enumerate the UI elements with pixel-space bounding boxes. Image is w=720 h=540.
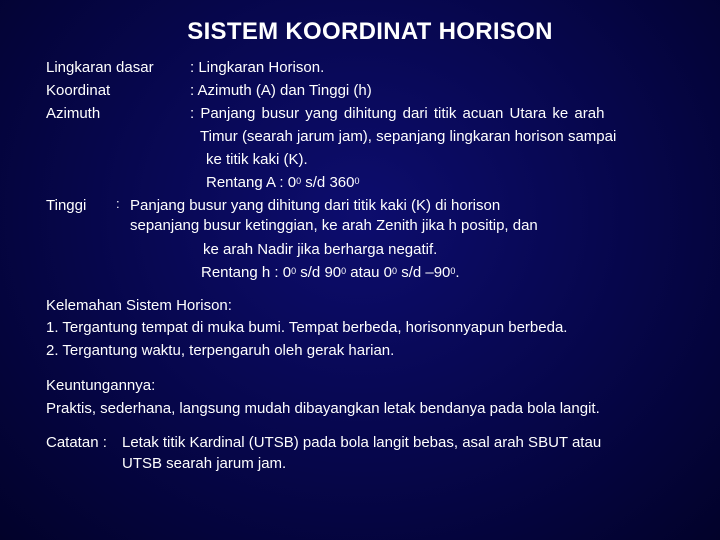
term-lingkaran-dasar: Lingkaran dasar	[46, 59, 154, 76]
term-tinggi: Tinggi	[46, 197, 87, 214]
azimuth-line-3: ke titik kaki (K).	[206, 151, 308, 168]
keuntungan-heading: Keuntungannya:	[46, 377, 156, 394]
value-koordinat: : Azimuth (A) dan Tinggi (h)	[190, 82, 372, 99]
kelemahan-item-1: 1. Tergantung tempat di muka bumi. Tempat berbeda, horisonnyapun berbeda.	[46, 319, 568, 336]
catatan-line-2: UTSB searah jarum jam.	[122, 455, 287, 472]
keuntungan-text: Praktis, sederhana, langsung mudah dibayangkan letak bendanya pada bola langit.	[46, 400, 600, 417]
term-azimuth: Azimuth	[46, 105, 101, 122]
tinggi-line-3: ke arah Nadir jika berharga negatif.	[203, 241, 438, 258]
tinggi-range: Rentang h : $0^0$ s/d $90^0$ atau $0^0$ s/d $-90^0$.	[201, 264, 460, 281]
kelemahan-item-2: 2. Tergantung waktu, terpengaruh oleh gerak harian.	[46, 342, 395, 359]
tinggi-line-1: Panjang busur yang dihitung dari titik kaki (K) di horison	[130, 197, 501, 214]
azimuth-range: Rentang A : $0^0$ s/d $360^0$	[206, 174, 360, 191]
catatan-line-1: Letak titik Kardinal (UTSB) pada bola langit bebas, asal arah SBUT atau	[122, 434, 602, 451]
slide-title: SISTEM KOORDINAT HORISON	[187, 18, 553, 45]
catatan-label: Catatan :	[46, 434, 107, 451]
tinggi-line-2: sepanjang busur ketinggian, ke arah Zenith jika h positip, dan	[130, 217, 538, 234]
tinggi-colon: :	[116, 196, 120, 211]
value-lingkaran-dasar: : Lingkaran Horison.	[190, 59, 325, 76]
kelemahan-heading: Kelemahan Sistem Horison:	[46, 297, 232, 314]
azimuth-line-2: Timur (searah jarum jam), sepanjang lingkaran horison sampai	[200, 128, 617, 145]
azimuth-line-1: : Panjang busur yang dihitung dari titik acuan Utara ke arah	[190, 105, 605, 122]
term-koordinat: Koordinat	[46, 82, 111, 99]
